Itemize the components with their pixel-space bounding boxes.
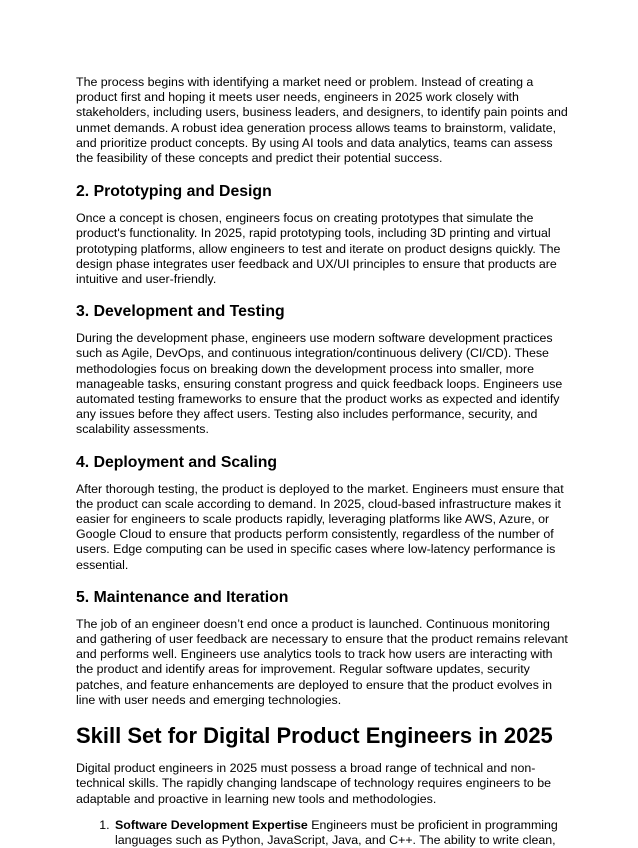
section-heading-deployment: 4. Deployment and Scaling xyxy=(76,453,278,471)
section-body-maintenance: The job of an engineer doesn’t end once a product is launched. Continuous monitoring and gathering of user feedback are necessary to ensure that the product remains relevant and performs well. Engineers use analytics tools to track how users are interacting with the product and identify areas for improvement. Regular software updates, security patches, and feature enhancements are deployed to ensure that the product evolves in line with user needs and emerging technologies. xyxy=(76,616,568,707)
section-body-development: During the development phase, engineers use modern software development practices such as Agile, DevOps, and continuous integration/continuous delivery (CI/CD). These methodologies focus on breaking down the development process into smaller, more manageable tasks, ensuring constant progress and quick feedback loops. Engineers use automated testing frameworks to ensure that the product works as expected and identify any issues before they affect users. Testing also includes performance, security, and scalability assessments. xyxy=(76,331,563,437)
section-heading-maintenance: 5. Maintenance and Iteration xyxy=(76,588,289,606)
skills-intro: Digital product engineers in 2025 must possess a broad range of technical and non-technical skills. The rapidly changing landscape of technology requires engineers to be adaptable and proactive in learning new tools and methodologies. xyxy=(76,761,552,806)
intro-paragraph: The process begins with identifying a market need or problem. Instead of creating a product first and hoping it meets user needs, engineers in 2025 work closely with stakeholders, including users, business leaders, and designers, to identify pain points and unmet demands. A robust idea generation process allows teams to brainstorm, validate, and prioritize product concepts. By using AI tools and data analytics, teams can assess the feasibility of these concepts and predict their potential success. xyxy=(76,75,568,166)
skills-list xyxy=(76,818,568,848)
skill-text: Engineers must be proficient in programming languages such as Python, JavaScript, Java, and C++. The ability to write clean, xyxy=(115,817,558,847)
list-item xyxy=(113,818,568,848)
section-heading-development: 3. Development and Testing xyxy=(76,303,285,321)
skill-title: Software Development Expertise xyxy=(115,817,308,832)
skills-title: Skill Set for Digital Product Engineers in 2025 xyxy=(76,723,553,749)
section-heading-prototyping: 2. Prototyping and Design xyxy=(76,183,272,201)
section-body-deployment: After thorough testing, the product is deployed to the market. Engineers must ensure that the product can scale according to demand. In 2025, cloud-based infrastructure makes it easier for engineers to scale products rapidly, leveraging platforms like AWS, Azure, or Google Cloud to ensure that products perform consistently, regardless of the number of users. Edge computing can be used in specific cases where low-latency performance is essential. xyxy=(76,481,564,572)
section-body-prototyping: Once a concept is chosen, engineers focus on creating prototypes that simulate the product's functionality. In 2025, rapid prototyping tools, including 3D printing and virtual prototyping platforms, allow engineers to test and iterate on product designs quickly. The design phase integrates user feedback and UX/UI principles to ensure that products are intuitive and user-friendly. xyxy=(76,211,561,287)
